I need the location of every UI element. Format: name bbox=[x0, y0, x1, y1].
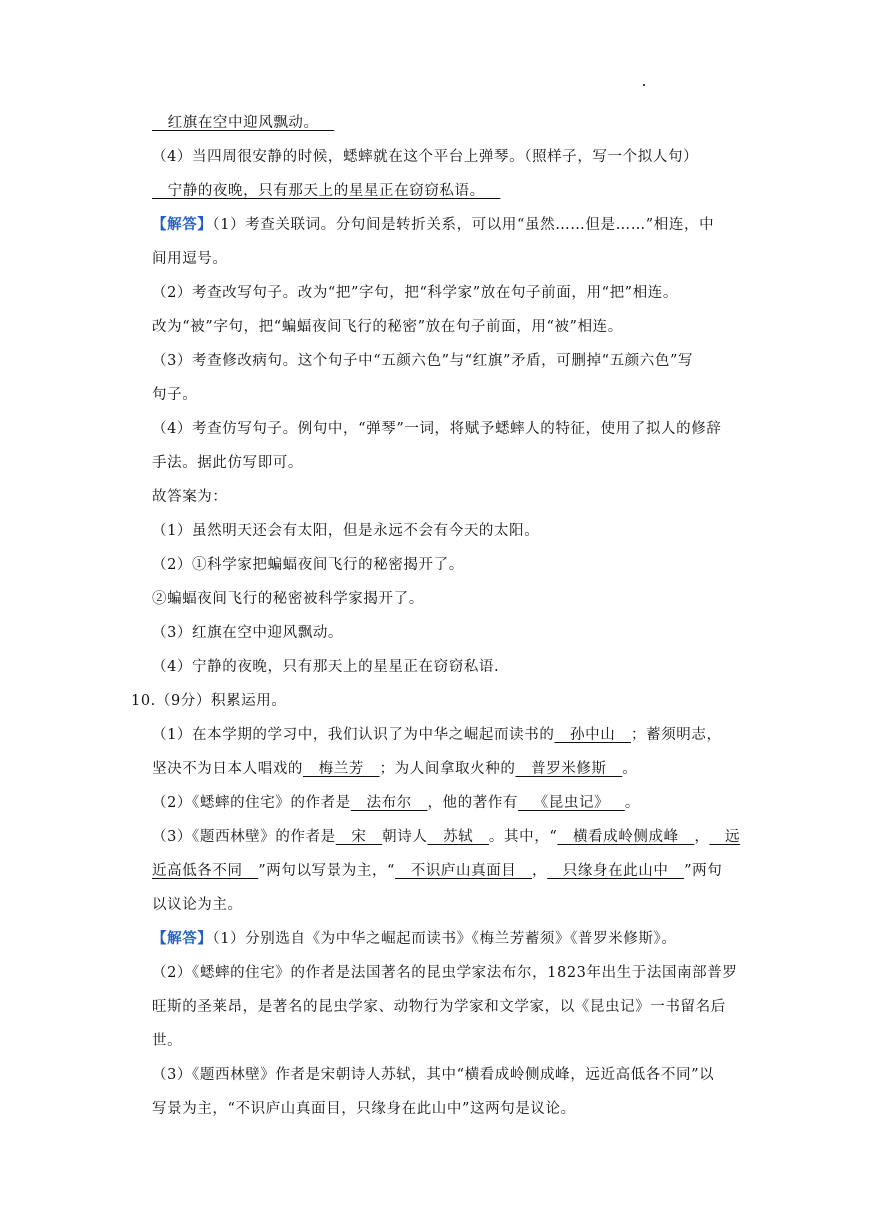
q9-blank-3: 红旗在空中迎风飘动。 bbox=[152, 115, 335, 131]
q10-analysis-line-5: （3）《题西林壁》作者是宋朝诗人苏轼，其中“横看成岭侧成峰，远近高低各不同”以 bbox=[152, 1067, 715, 1083]
q9-analysis-line-1 bbox=[152, 215, 714, 235]
q10-text: ，他的著作有 bbox=[427, 795, 519, 811]
q10-text: ；蓄须明志， bbox=[631, 727, 722, 743]
q10-text: ”两句 bbox=[684, 863, 723, 879]
q10-blank-3: 普罗米修斯 bbox=[515, 761, 623, 777]
q10-blank-9-cont: 近高低各不同 bbox=[152, 863, 259, 879]
q9-final-2a: （2）①科学家把蝙蝠夜间飞行的秘密揭开了。 bbox=[152, 557, 464, 573]
q10-analysis-line-4: 世。 bbox=[152, 1033, 183, 1049]
q10-text: ”两句以写景为主，“ bbox=[258, 863, 396, 879]
q9-analysis-line-4: 改为“被”字句，把“蝙蝠夜间飞行的秘密”放在句子前面，用“被”相连。 bbox=[152, 319, 623, 335]
q10-blank-9: 远 bbox=[709, 829, 741, 845]
q9-blank-4: 宁静的夜晚，只有那天上的星星正在窃窃私语。 bbox=[152, 183, 501, 199]
q10-analysis-line-3: 旺斯的圣莱昂，是著名的昆虫学家、动物行为学家和文学家，以《昆虫记》一书留名后 bbox=[152, 999, 726, 1015]
q10-sub-3-line-3: 以议论为主。 bbox=[152, 897, 243, 913]
q9-answer-line-4 bbox=[152, 181, 500, 201]
q10-analysis-line-6: 写景为主，“不识庐山真面目，只缘身在此山中”这两句是议论。 bbox=[152, 1101, 576, 1117]
q9-sub-4: （4）当四周很安静的时候，蟋蟀就在这个平台上弹琴。（照样子，写一个拟人句） bbox=[152, 149, 699, 165]
answer-tag: 【解答】 bbox=[152, 930, 213, 947]
q10-analysis-text-1: （1）分别选自《为中华之崛起而读书》《梅兰芳蓄须》《普罗米修斯》。 bbox=[212, 931, 677, 947]
q9-analysis-line-8: 手法。据此仿写即可。 bbox=[152, 455, 303, 471]
q10-text: 坚决不为日本人唱戏的 bbox=[152, 761, 303, 777]
q10-text: ， bbox=[532, 863, 548, 879]
q9-analysis-line-2: 间用逗号。 bbox=[152, 251, 228, 267]
q10-blank-2: 梅兰芳 bbox=[303, 761, 380, 777]
q10-analysis-line-1 bbox=[152, 929, 676, 949]
q9-answer-line-3 bbox=[152, 113, 334, 133]
q9-analysis-line-3: （2）考查改写句子。改为“把”字句，把“科学家”放在句子前面，用“把”相连。 bbox=[152, 285, 678, 301]
q10-sub-3-line-2 bbox=[152, 861, 722, 881]
q9-final-1: （1）虽然明天还会有太阳，但是永远不会有今天的太阳。 bbox=[152, 523, 540, 539]
q10-text: ， bbox=[694, 829, 710, 845]
q10-sub-1-line-1 bbox=[152, 725, 722, 745]
q10-blank-1: 孙中山 bbox=[554, 727, 631, 743]
q10-analysis-line-2: （2）《蟋蟀的住宅》的作者是法国著名的昆虫学家法布尔，1823年出生于法国南部普罗 bbox=[152, 965, 738, 981]
header-dot bbox=[643, 84, 645, 86]
q10-text: （2）《蟋蟀的住宅》的作者是 bbox=[152, 795, 351, 811]
q10-text: （3）《题西林壁》的作者是 bbox=[152, 829, 336, 845]
q10-blank-11: 只缘身在此山中 bbox=[547, 863, 685, 879]
q10-sub-3-line-1 bbox=[152, 827, 740, 847]
q10-text: ；为人间拿取火种的 bbox=[379, 761, 516, 777]
q10-text: 。 bbox=[624, 795, 640, 811]
q10-heading: 10.（9分）积累运用。 bbox=[131, 693, 287, 709]
q9-analysis-line-6: 句子。 bbox=[152, 387, 198, 403]
q9-analysis-line-5: （3）考查修改病句。这个句子中“五颜六色”与“红旗”矛盾，可删掉“五颜六色”写 bbox=[152, 353, 694, 369]
q10-text: 。 bbox=[622, 761, 638, 777]
q10-blank-7: 苏轼 bbox=[427, 829, 489, 845]
q10-blank-6: 宋 bbox=[335, 829, 383, 845]
q9-final-3: （3）红旗在空中迎风飘动。 bbox=[152, 625, 344, 641]
answer-tag: 【解答】 bbox=[152, 216, 213, 233]
q9-final-2b: ②蝙蝠夜间飞行的秘密被科学家揭开了。 bbox=[152, 591, 424, 607]
q9-analysis-text-1: （1）考查关联词。分句间是转折关系，可以用“虽然……但是……”相连，中 bbox=[212, 217, 715, 233]
q10-blank-10: 不识庐山真面目 bbox=[395, 863, 533, 879]
q9-final-4: （4）宁静的夜晚，只有那天上的星星正在窃窃私语. bbox=[152, 659, 500, 675]
q10-blank-4: 法布尔 bbox=[350, 795, 428, 811]
q10-sub-1-line-2 bbox=[152, 759, 637, 779]
q9-analysis-line-7: （4）考查仿写句子。例句中，“弹琴”一词，将赋予蟋蟀人的特征，使用了拟人的修辞 bbox=[152, 421, 722, 437]
q10-sub-2 bbox=[152, 793, 640, 813]
q9-answer-label: 故答案为： bbox=[152, 489, 228, 505]
q10-text: 。其中，“ bbox=[488, 829, 558, 845]
q10-text: （1）在本学期的学习中，我们认识了为中华之崛起而读书的 bbox=[152, 727, 555, 743]
q10-blank-8: 横看成岭侧成峰 bbox=[557, 829, 695, 845]
q10-text: 朝诗人 bbox=[382, 829, 428, 845]
q10-blank-5: 《昆虫记》 bbox=[518, 795, 625, 811]
